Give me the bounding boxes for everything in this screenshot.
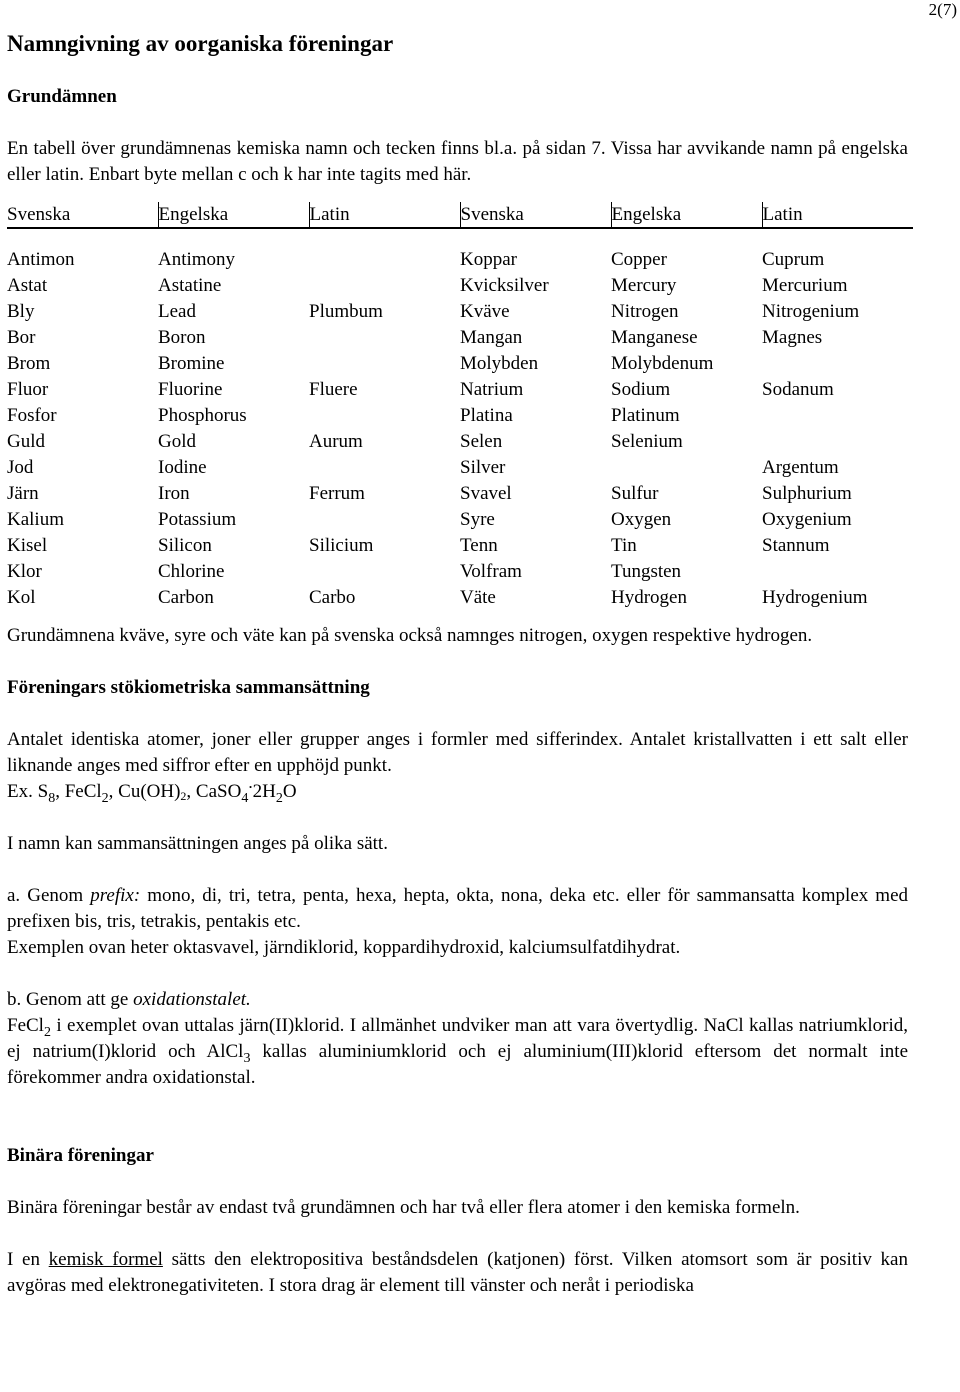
- table-cell: Antimony: [158, 249, 236, 270]
- table-cell: [762, 351, 913, 377]
- table-cell: [762, 429, 913, 455]
- table-cell: Sulfur: [611, 483, 659, 504]
- formula-order-text: sätts den elektropositiva beståndsdelen (katjonen) först. Vilken atomsort som är positiv kan avgöras med elektronegativiteten. I stora drag är element till vänster och neråt i periodiska: [7, 1249, 908, 1296]
- table-cell: Volfram: [460, 561, 522, 582]
- table-cell: Brom: [7, 353, 51, 374]
- table-row: [7, 481, 913, 507]
- formula-subscript: 4: [241, 791, 249, 806]
- table-row: [7, 299, 913, 325]
- table-cell: Cuprum: [762, 249, 825, 270]
- table-cell: Platinum: [611, 405, 680, 426]
- table-cell: Silver: [460, 457, 506, 478]
- formula-text: , Cu(OH): [108, 781, 181, 802]
- table-cell: Fluor: [7, 379, 49, 400]
- oxidation-paragraph: [7, 1013, 908, 1091]
- document-body: [7, 28, 908, 1299]
- formula-subscript: 2: [180, 789, 187, 803]
- prefix-term: prefix:: [90, 885, 141, 906]
- table-header-cell: Svenska: [460, 202, 611, 228]
- formula-order-paragraph: [7, 1247, 908, 1299]
- oxidation-term: oxidationstalet.: [133, 989, 251, 1010]
- formula-order-lead: I en: [7, 1249, 49, 1270]
- table-cell: Plumbum: [309, 301, 383, 322]
- table-cell: [309, 273, 460, 299]
- table-cell: Tungsten: [611, 561, 682, 582]
- formula-subscript: 2: [275, 791, 283, 806]
- table-cell: Tenn: [460, 535, 498, 556]
- table-cell: Väte: [460, 587, 496, 608]
- table-cell: [309, 559, 460, 585]
- table-cell: Manganese: [611, 327, 698, 348]
- element-names-table: [7, 202, 913, 611]
- table-cell: [309, 228, 460, 273]
- table-cell: Stannum: [762, 535, 830, 556]
- table-cell: Hydrogen: [611, 587, 687, 608]
- table-row: [7, 377, 913, 403]
- table-cell: Kol: [7, 587, 36, 608]
- binary-paragraph: Binära föreningar består av endast två grundämnen och har två eller flera atomer i den kemiska formeln.: [7, 1197, 800, 1218]
- table-cell: Argentum: [762, 457, 839, 478]
- table-header-cell: Engelska: [611, 202, 762, 228]
- table-cell: Molybdenum: [611, 353, 714, 374]
- table-cell: Ferrum: [309, 483, 365, 504]
- table-cell: Selen: [460, 431, 503, 452]
- table-cell: Kisel: [7, 535, 48, 556]
- note-paragraph: Grundämnena kväve, syre och väte kan på svenska också namnges nitrogen, oxygen respektive hydrogen.: [7, 625, 813, 646]
- table-cell: Platina: [460, 405, 513, 426]
- table-cell: Fluere: [309, 379, 358, 400]
- table-cell: Aurum: [309, 431, 363, 452]
- table-cell: Kväve: [460, 301, 510, 322]
- formula-subscript: 2: [43, 1025, 51, 1040]
- table-cell: Nitrogen: [611, 301, 679, 322]
- table-cell: Lead: [158, 301, 196, 322]
- table-cell: Nitrogenium: [762, 301, 860, 322]
- table-cell: [309, 351, 460, 377]
- formula-subscript: 8: [48, 791, 56, 806]
- intro-paragraph: En tabell över grundämnenas kemiska namn och tecken finns bl.a. på sidan 7. Vissa har avvikande namn på engelska eller latin. Enbart byte mellan c och k har inte tagits med här.: [7, 138, 908, 185]
- table-cell: Copper: [611, 249, 667, 270]
- table-cell: [611, 455, 762, 481]
- table-header-row: [7, 202, 913, 228]
- table-cell: Mercury: [611, 275, 677, 296]
- kemisk-formel-link[interactable]: kemisk formel: [48, 1249, 163, 1270]
- table-cell: Kvicksilver: [460, 275, 549, 296]
- table-cell: [309, 455, 460, 481]
- table-cell: Phosphorus: [158, 405, 247, 426]
- table-row: [7, 325, 913, 351]
- table-cell: Bor: [7, 327, 36, 348]
- table-cell: Selenium: [611, 431, 683, 452]
- table-row: [7, 533, 913, 559]
- table-cell: Boron: [158, 327, 206, 348]
- table-cell: [309, 403, 460, 429]
- prefix-paragraph: [7, 883, 908, 935]
- table-cell: Silicium: [309, 535, 374, 556]
- oxidation-text: FeCl: [7, 1015, 44, 1036]
- naming-ways-paragraph: I namn kan sammansättningen anges på olika sätt.: [7, 833, 388, 854]
- table-cell: Carbo: [309, 587, 356, 608]
- stoichiometry-paragraph: Antalet identiska atomer, joner eller grupper anges i formler med sifferindex. Antalet kristallvatten i ett salt eller liknande anges med siffror efter en upphöjd punkt.: [7, 729, 908, 776]
- section-heading-stokiometri: Föreningars stökiometriska sammansättning: [7, 677, 370, 698]
- table-cell: Iodine: [158, 457, 207, 478]
- table-cell: Bromine: [158, 353, 225, 374]
- table-cell: Potassium: [158, 509, 237, 530]
- table-row: [7, 273, 913, 299]
- formula-text: , FeCl: [55, 781, 102, 802]
- formula-text: O: [282, 781, 297, 802]
- table-cell: Carbon: [158, 587, 214, 608]
- table-cell: Bly: [7, 301, 35, 322]
- table-cell: Fosfor: [7, 405, 57, 426]
- table-cell: Järn: [7, 483, 39, 504]
- table-cell: [309, 325, 460, 351]
- table-cell: Jod: [7, 457, 34, 478]
- table-cell: [309, 507, 460, 533]
- table-cell: Silicon: [158, 535, 212, 556]
- table-cell: Guld: [7, 431, 45, 452]
- prefix-lead: a. Genom: [7, 885, 91, 906]
- table-cell: Klor: [7, 561, 42, 582]
- table-cell: Chlorine: [158, 561, 225, 582]
- formula-text: Ex. S: [7, 781, 49, 802]
- formula-text: , CaSO: [186, 781, 242, 802]
- table-row: [7, 455, 913, 481]
- prefix-examples: Exemplen ovan heter oktasvavel, järndiklorid, koppardihydroxid, kalciumsulfatdihydrat.: [7, 937, 681, 958]
- table-body: [7, 228, 913, 611]
- page-title: Namngivning av oorganiska föreningar: [7, 31, 394, 56]
- table-cell: Syre: [460, 509, 495, 530]
- table-row: [7, 559, 913, 585]
- formula-text: 2H: [252, 781, 276, 802]
- table-row: [7, 507, 913, 533]
- table-cell: Kalium: [7, 509, 64, 530]
- table-row: [7, 228, 913, 273]
- table-cell: Tin: [611, 535, 637, 556]
- oxidation-text: kallas aluminiumklorid och ej aluminium(III)klorid eftersom det normalt inte förekommer andra oxidationstal.: [7, 1041, 908, 1088]
- formula-subscript: 2: [101, 791, 109, 806]
- table-cell: Oxygen: [611, 509, 672, 530]
- table-cell: Svavel: [460, 483, 512, 504]
- table-cell: [762, 559, 913, 585]
- table-cell: [762, 403, 913, 429]
- hydrate-dot: ·: [248, 779, 253, 794]
- table-row: [7, 429, 913, 455]
- table-row: [7, 585, 913, 611]
- section-heading-grundamnen: Grundämnen: [7, 86, 117, 107]
- table-header-cell: Latin: [762, 202, 913, 228]
- table-cell: Sulphurium: [762, 483, 852, 504]
- table-cell: Astat: [7, 275, 48, 296]
- table-cell: Hydrogenium: [762, 587, 868, 608]
- oxidation-text: i exemplet ovan uttalas järn(II)klorid. I allmänhet undviker man att vara övertydlig. NaCl kallas natriumklorid, ej natrium(I)klorid och AlCl: [7, 1015, 908, 1062]
- table-cell: Magnes: [762, 327, 823, 348]
- oxidation-lead: [7, 987, 908, 1013]
- prefix-text: mono, di, tri, tetra, penta, hexa, hepta, okta, nona, deka etc. eller för sammansatta komplex med prefixen bis, tris, tetrakis, pentakis etc.: [7, 885, 909, 932]
- table-header-cell: Svenska: [7, 202, 158, 228]
- table-cell: Molybden: [460, 353, 539, 374]
- table-cell: Oxygenium: [762, 509, 852, 530]
- section-heading-binara: Binära föreningar: [7, 1145, 154, 1166]
- formula-example: [7, 779, 908, 805]
- table-header-cell: Engelska: [158, 202, 309, 228]
- formula-subscript: 3: [243, 1051, 251, 1066]
- table-cell: Antimon: [7, 249, 75, 270]
- table-cell: Koppar: [460, 249, 517, 270]
- table-cell: Natrium: [460, 379, 524, 400]
- page-number: 2(7): [928, 0, 957, 19]
- table-row: [7, 351, 913, 377]
- table-cell: Astatine: [158, 275, 222, 296]
- table-header-cell: Latin: [309, 202, 460, 228]
- table-cell: Mangan: [460, 327, 523, 348]
- table-cell: Gold: [158, 431, 196, 452]
- table-cell: Mercurium: [762, 275, 848, 296]
- oxidation-lead-text: b. Genom att ge: [7, 989, 134, 1010]
- table-cell: Fluorine: [158, 379, 223, 400]
- table-cell: Sodanum: [762, 379, 834, 400]
- table-cell: Iron: [158, 483, 190, 504]
- table-row: [7, 403, 913, 429]
- table-cell: Sodium: [611, 379, 671, 400]
